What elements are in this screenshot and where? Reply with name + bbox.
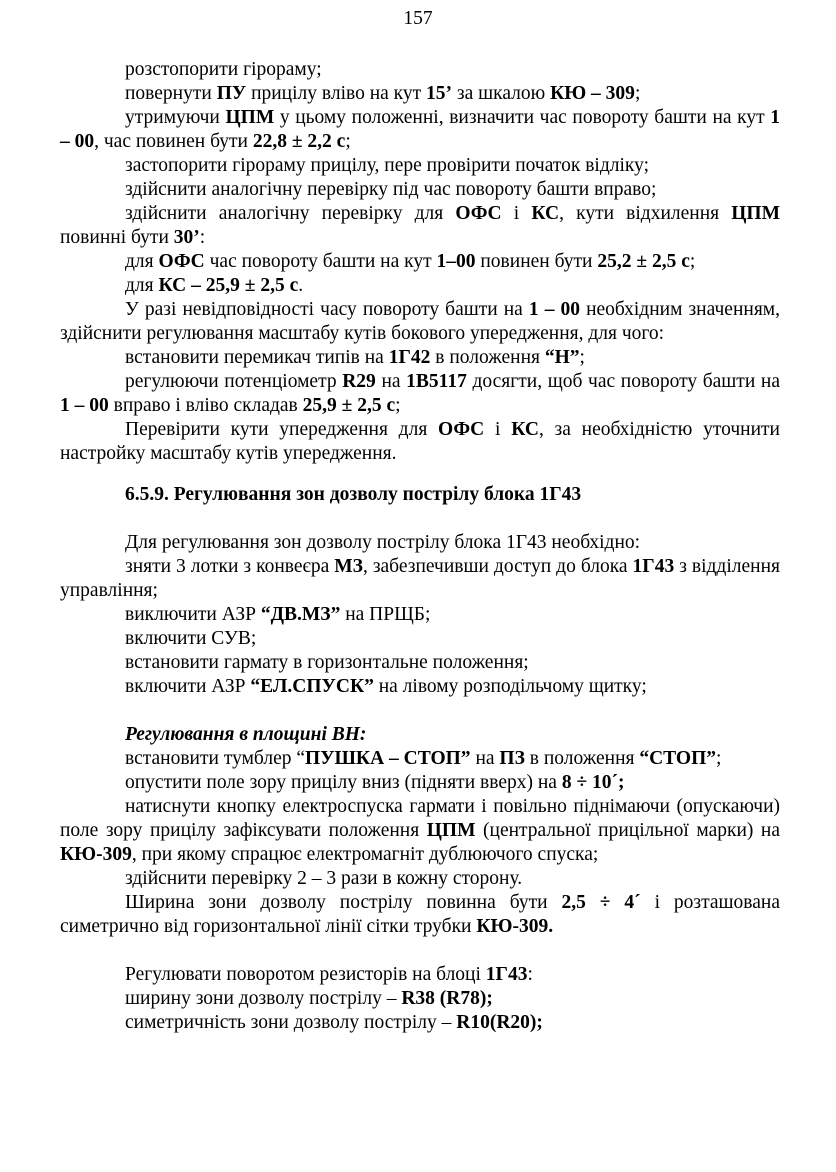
paragraph: здійснити перевірку 2 – 3 рази в кожну сторону. [125, 868, 523, 889]
paragraph: Регулювати поворотом резисторів на блоці 1Г43: [125, 964, 533, 985]
paragraph: застопорити гірораму прицілу, пере провірити початок відліку; [125, 155, 650, 176]
paragraph: утримуючи ЦПМ у цьому положенні, визначити час повороту башти на кут 1 – 00, час повинен бути 22,8 ± 2,2 с; [60, 107, 781, 152]
paragraph: розстопорити гірораму; [125, 59, 322, 80]
spacer [60, 699, 780, 723]
document-body [60, 58, 780, 1035]
paragraph: ширину зони дозволу пострілу – R38 (R78); [125, 988, 493, 1009]
paragraph: Перевірити кути упередження для ОФС і КС, за необхідністю уточнити настройку масштабу кутів упередження. [60, 419, 780, 464]
paragraph: встановити перемикач типів на 1Г42 в положення “Н”; [125, 347, 585, 368]
paragraph: повернути ПУ прицілу вліво на кут 15’ за шкалою КЮ – 309; [125, 83, 641, 104]
paragraph: для ОФС час повороту башти на кут 1–00 повинен бути 25,2 ± 2,5 с; [125, 251, 696, 272]
paragraph: Ширина зони дозволу пострілу повинна бути 2,5 ÷ 4´ і розташована симетрично від горизонтальної лінії сітки трубки КЮ-309. [60, 892, 780, 937]
paragraph: встановити тумблер “ПУШКА – СТОП” на ПЗ в положення “СТОП”; [125, 748, 722, 769]
paragraph: У разі невідповідності часу повороту башти на 1 – 00 необхідним значенням, здійснити регулювання масштабу кутів бокового упередження, для чого: [60, 299, 781, 344]
spacer [60, 507, 780, 531]
paragraph: включити АЗР “ЕЛ.СПУСК” на лівому розподільчому щитку; [125, 676, 647, 697]
paragraph: регулюючи потенціометр R29 на 1В5117 досягти, щоб час повороту башти на 1 – 00 вправо і вліво складав 25,9 ± 2,5 с; [60, 371, 780, 416]
spacer [60, 939, 780, 963]
paragraph: здійснити аналогічну перевірку під час повороту башти вправо; [125, 179, 657, 200]
paragraph: симетричність зони дозволу пострілу – R10(R20); [125, 1012, 543, 1033]
section-heading: 6.5.9. Регулювання зон дозволу пострілу блока 1Г43 [125, 484, 582, 505]
paragraph: Для регулювання зон дозволу пострілу блока 1Г43 необхідно: [125, 532, 641, 553]
paragraph: для КС – 25,9 ± 2,5 с. [125, 275, 304, 296]
paragraph: опустити поле зору прицілу вниз (підняти вверх) на 8 ÷ 10´; [125, 772, 625, 793]
spacer [60, 466, 780, 483]
paragraph: натиснути кнопку електроспуска гармати і повільно піднімаючи (опускаючи) поле зору прицілу зафіксувати положення ЦПМ (центральної прицільної марки) на КЮ-309, при якому спрацює електромагніт дублюючого спуска; [60, 796, 781, 865]
paragraph: включити СУВ; [125, 628, 257, 649]
paragraph: зняти 3 лотки з конвеєра МЗ, забезпечивши доступ до блока 1Г43 з відділення управління; [60, 556, 780, 601]
subsection-heading: Регулювання в площині ВН: [125, 724, 367, 745]
page-number: 157 [403, 8, 433, 29]
paragraph: встановити гармату в горизонтальне положення; [125, 652, 529, 673]
paragraph: виключити АЗР “ДВ.МЗ” на ПРЩБ; [125, 604, 431, 625]
paragraph: здійснити аналогічну перевірку для ОФС і КС, кути відхилення ЦПМ повинні бути 30’: [60, 203, 781, 248]
